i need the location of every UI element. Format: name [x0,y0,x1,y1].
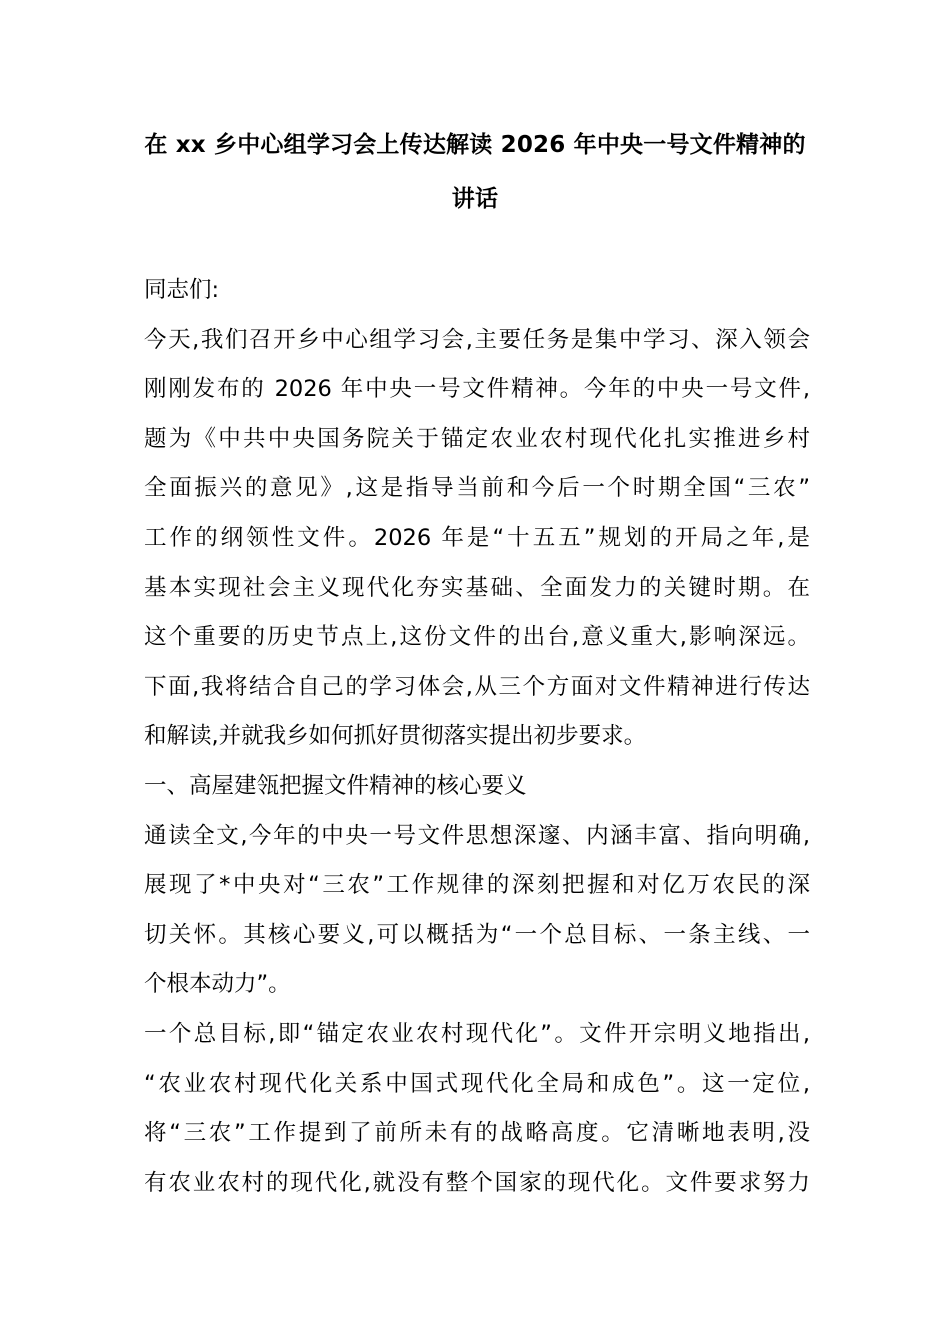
body-line: 一个总目标,即“锚定农业农村现代化”。文件开宗明义地指出, [144,1020,810,1047]
body-line: 将“三农”工作提到了前所未有的战略高度。它清晰地表明,没 [144,1120,810,1147]
body-line: 通读全文,今年的中央一号文件思想深邃、内涵丰富、指向明确, [144,822,810,849]
body-line: 刚刚发布的 2026 年中央一号文件精神。今年的中央一号文件, [144,376,810,403]
body-line: 下面,我将结合自己的学习体会,从三个方面对文件精神进行传达 [144,673,810,700]
title-line-1: 在 xx 乡中心组学习会上传达解读 2026 年中央一号文件精神的 [144,132,806,158]
body-line: 工作的纲领性文件。2026 年是“十五五”规划的开局之年,是 [144,524,810,551]
body-line: 全面振兴的意见》,这是指导当前和今后一个时期全国“三农” [144,475,810,502]
body-line: 个根本动力”。 [144,971,291,998]
salutation: 同志们: [144,277,220,303]
body-line: 题为《中共中央国务院关于锚定农业农村现代化扎实推进乡村 [144,425,810,452]
body-line: 这个重要的历史节点上,这份文件的出台,意义重大,影响深远。 [144,624,810,651]
body-line: 展现了*中央对“三农”工作规律的深刻把握和对亿万农民的深 [144,872,810,899]
body-line: 今天,我们召开乡中心组学习会,主要任务是集中学习、深入领会 [144,326,810,353]
body-line: “农业农村现代化关系中国式现代化全局和成色”。这一定位, [144,1070,810,1097]
title-line-2: 讲话 [451,186,499,212]
body-line: 和解读,并就我乡如何抓好贯彻落实提出初步要求。 [144,723,647,750]
body-line: 有农业农村的现代化,就没有整个国家的现代化。文件要求努力 [144,1169,810,1196]
section-heading-1: 一、高屋建瓴把握文件精神的核心要义 [144,772,527,799]
document-title [120,118,830,226]
body-line: 基本实现社会主义现代化夯实基础、全面发力的关键时期。在 [144,574,810,601]
body-line: 切关怀。其核心要义,可以概括为“一个总目标、一条主线、一 [144,921,810,948]
document-body [144,266,810,1208]
